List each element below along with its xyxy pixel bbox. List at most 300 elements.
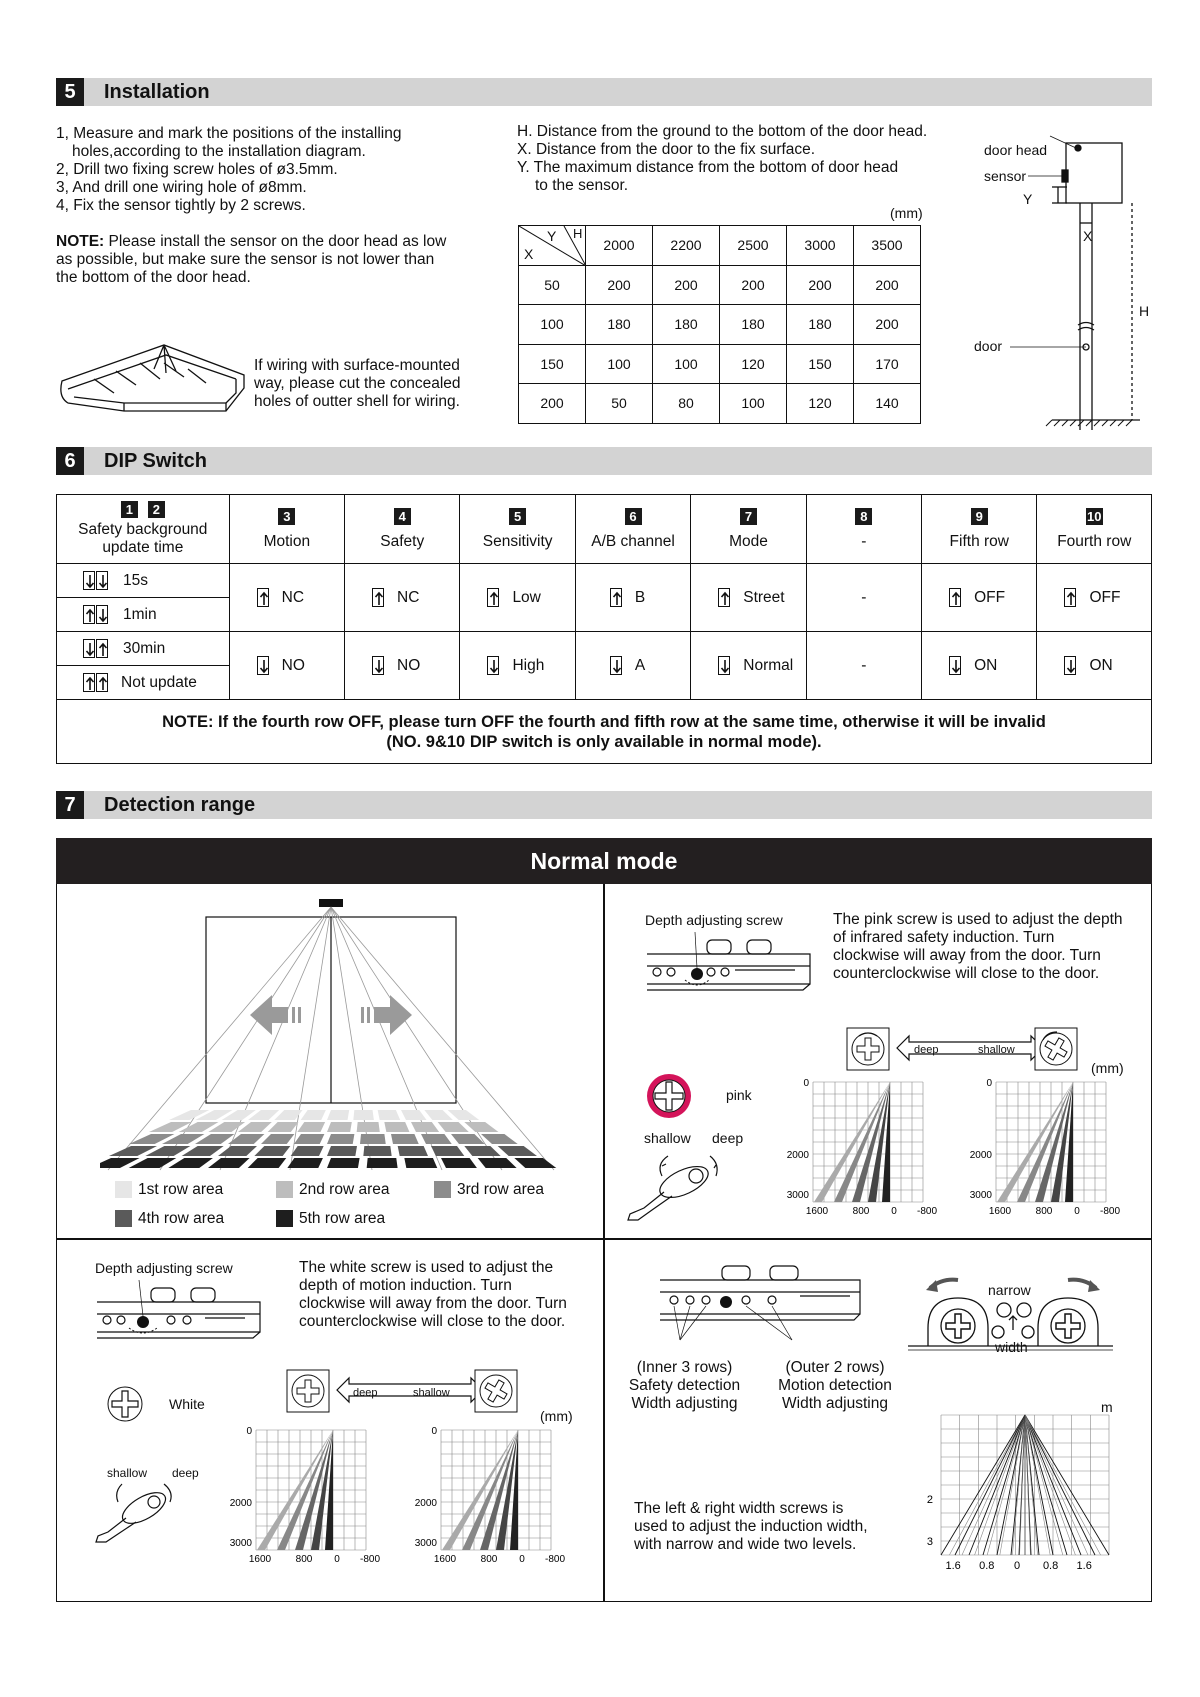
corner-x: X	[524, 246, 534, 262]
dip-cell-up	[1037, 564, 1152, 632]
dip-value: NO	[281, 656, 305, 674]
width-unit: m	[1101, 1399, 1113, 1415]
floor-row-segment	[218, 1146, 257, 1156]
dip-number-badge: 5	[509, 508, 526, 525]
switch-up-icon	[372, 588, 384, 607]
dip-cell-down	[691, 632, 806, 700]
table-cell: 200	[787, 265, 854, 305]
label-door: door	[974, 338, 1003, 354]
dip-col-title: A/B channel	[591, 532, 675, 550]
width-label: width	[995, 1339, 1028, 1355]
white-arrow-shallow: shallow	[413, 1387, 450, 1399]
safety-bg-option	[57, 666, 230, 700]
legend-swatch-3	[434, 1181, 451, 1198]
table-row	[519, 305, 921, 345]
pink-arrow-deep: deep	[914, 1044, 939, 1056]
x-tick-label: 1600	[248, 1554, 272, 1565]
pink-shallow-label: shallow	[644, 1130, 691, 1146]
pink-knob-turned-icon	[1033, 1026, 1081, 1074]
def-y: Y. The maximum distance from the bottom of door head	[517, 159, 899, 176]
floor-row-segment	[268, 1122, 299, 1132]
dip-value: ON	[974, 656, 998, 674]
legend-label-1: 1st row area	[138, 1181, 224, 1198]
dip-cell-up	[922, 564, 1037, 632]
dip-cell-up	[229, 564, 344, 632]
floor-row-segment	[378, 1110, 401, 1120]
distance-definitions	[517, 123, 927, 195]
table-cell: 100	[653, 344, 720, 384]
switch-pair-up-down-icon	[83, 605, 109, 624]
section-detection-header	[56, 791, 1152, 819]
x-tick-label: 1600	[433, 1554, 457, 1565]
y-tick-label: 0	[986, 1078, 992, 1089]
dip-number-badge: 1	[121, 501, 138, 518]
floor-row-segment	[481, 1134, 518, 1144]
x-tick-label: -800	[916, 1206, 938, 1217]
floor-row-segment	[182, 1146, 224, 1156]
installation-note	[56, 233, 446, 287]
switch-down-icon	[1064, 656, 1076, 675]
table-cell: 150	[787, 344, 854, 384]
floor-row-segment	[404, 1158, 437, 1168]
label-x: X	[1083, 228, 1093, 244]
x-tick-label: 1.6	[1076, 1560, 1092, 1572]
def-x: X. Distance from the door to the fix surface.	[517, 141, 816, 158]
y-tick-label: 2000	[969, 1150, 992, 1161]
width-desc-1: The left & right width screws is	[634, 1500, 844, 1517]
dip-col-title: Motion	[263, 532, 311, 550]
safety-bg-title-2: update time	[102, 539, 184, 556]
corner-h: H	[573, 226, 583, 241]
floor-row-segment	[297, 1122, 325, 1132]
dip-cell-down	[460, 632, 575, 700]
dip-value: Street	[743, 588, 785, 606]
floor-row-segment	[464, 1122, 498, 1132]
switch-up-icon	[1064, 588, 1076, 607]
dip-row	[57, 632, 1152, 666]
table-cell: 100	[720, 384, 787, 424]
white-knob-icon	[105, 1384, 145, 1424]
width-desc-3: with narrow and wide two levels.	[634, 1536, 857, 1553]
step-3: 3, And drill one wiring hole of ø8mm.	[56, 179, 307, 196]
dip-cell-up	[345, 564, 460, 632]
note-label: NOTE:	[56, 233, 105, 250]
pink-range-chart-1	[785, 1070, 945, 1220]
dip-header-row	[57, 495, 1152, 564]
floor-row-segment	[287, 1158, 323, 1168]
dip-number-badge: 2	[148, 501, 165, 518]
dip-header-mode	[691, 495, 806, 564]
white-screw-board-illustration	[95, 1280, 265, 1350]
dip-header-unused	[806, 495, 921, 564]
table-header-cell: 2200	[653, 226, 720, 266]
dip-cell-down	[922, 632, 1037, 700]
y-tick-label: 2000	[414, 1498, 437, 1509]
table-cell: 180	[720, 305, 787, 345]
table-cell: 200	[854, 305, 921, 345]
step-4: 4, Fix the sensor tightly by 2 screws.	[56, 197, 306, 214]
dip-header-safety	[345, 495, 460, 564]
dip-value: OFF	[974, 588, 1006, 606]
x-tick-label: 0.8	[979, 1560, 995, 1572]
note-text-3: the bottom of the door head.	[56, 269, 251, 286]
width-screw-board-illustration	[650, 1262, 870, 1342]
x-tick-label: 800	[1035, 1206, 1053, 1217]
safety-bg-option-label: 15s	[123, 571, 148, 589]
floor-row-segment	[261, 1134, 294, 1144]
floor-row-segment	[357, 1122, 380, 1132]
table-header-cell: 2500	[720, 226, 787, 266]
dip-value: Normal	[743, 656, 794, 674]
dip-note-line-1: NOTE: If the fourth row OFF, please turn OFF the fourth and fifth row at the same time, otherwise it will be invalid	[162, 712, 1046, 731]
label-door-head: door head	[984, 142, 1048, 158]
section-number: 6	[56, 447, 84, 475]
table-row	[519, 344, 921, 384]
safety-bg-option-label: 1min	[123, 605, 157, 623]
table-row	[519, 384, 921, 424]
pink-deep-label: deep	[712, 1130, 744, 1146]
table-cell: 50	[586, 384, 653, 424]
table-cell: 200	[586, 265, 653, 305]
dip-cell-down	[575, 632, 690, 700]
pink-screwdriver-icon	[626, 1146, 736, 1226]
legend-label-3: 3rd row area	[457, 1181, 545, 1198]
floor-row-segment	[498, 1146, 537, 1156]
floor-row-segment	[327, 1122, 352, 1132]
x-tick-label: 800	[852, 1206, 870, 1217]
floor-row-segment	[431, 1146, 464, 1156]
pink-knob-label: pink	[726, 1087, 752, 1103]
white-range-chart-1	[228, 1418, 388, 1578]
dip-switch-table	[56, 494, 1152, 764]
dip-value: B	[634, 588, 646, 606]
table-row	[519, 265, 921, 305]
mode-title: Normal mode	[56, 838, 1152, 884]
legend-label-4: 4th row area	[138, 1210, 225, 1227]
sensor-shell-illustration	[54, 333, 250, 425]
pink-desc-2: of infrared safety induction. Turn	[833, 929, 1055, 946]
floor-row-segment	[478, 1158, 517, 1168]
floor-row-segment	[448, 1110, 480, 1120]
pink-depth-adjust-indicator	[845, 1026, 1060, 1074]
y-tick-label: 3000	[229, 1538, 252, 1549]
legend-swatch-5	[276, 1210, 293, 1227]
dip-number-badge: 10	[1087, 508, 1102, 524]
pink-arrow-shallow: shallow	[978, 1044, 1015, 1056]
dip-header-fourth-row	[1037, 495, 1152, 564]
narrow-label: narrow	[988, 1282, 1031, 1298]
safety-bg-option-label: Not update	[121, 673, 197, 691]
section-title: Detection range	[104, 794, 256, 816]
dip-value: NC	[281, 588, 305, 606]
y-tick-label: 0	[431, 1426, 437, 1437]
dip-col-title: Fourth row	[1057, 532, 1132, 550]
dip-value: OFF	[1089, 588, 1121, 606]
switch-up-icon	[257, 588, 269, 607]
white-description	[299, 1259, 567, 1331]
wiring-line-2: way, please cut the concealed	[254, 375, 461, 392]
wiring-line-1: If wiring with surface-mounted	[254, 357, 460, 374]
dip-number-badge: 3	[278, 508, 295, 525]
dip-header-motion	[229, 495, 344, 564]
switch-up-icon	[949, 588, 961, 607]
y-tick-label: 3000	[786, 1190, 809, 1201]
floor-row-segment	[168, 1158, 213, 1168]
dip-number-badge: 9	[971, 508, 988, 525]
floor-row-segment	[384, 1122, 409, 1132]
dip-cell-down: -	[806, 632, 921, 700]
switch-down-icon	[718, 656, 730, 675]
floor-row-segment	[391, 1134, 419, 1144]
table-cell: 80	[653, 384, 720, 424]
x-tick-label: -800	[359, 1554, 381, 1565]
floor-row-segment	[301, 1110, 326, 1120]
floor-row-segment	[401, 1110, 427, 1120]
x-tick-label: 0	[891, 1206, 897, 1217]
floor-row-segment	[327, 1110, 349, 1120]
width-desc-2: used to adjust the induction width,	[634, 1518, 868, 1535]
floor-row-segment	[360, 1134, 386, 1144]
safety-bg-option-label: 30min	[123, 639, 166, 657]
dip-number-badge: 7	[740, 508, 757, 525]
note-text-2: as possible, but make sure the sensor is not lower than	[56, 251, 435, 268]
inner-caption-3: Width adjusting	[631, 1395, 738, 1412]
height-distance-table	[518, 225, 921, 424]
inner-rows-caption	[622, 1359, 747, 1413]
dip-cell-up: -	[806, 564, 921, 632]
x-tick-label: -800	[544, 1554, 566, 1565]
dip-col-title: -	[861, 532, 867, 550]
white-screw-label: Depth adjusting screw	[95, 1260, 233, 1276]
inner-caption-2: Safety detection	[628, 1377, 741, 1394]
def-y-cont: to the sensor.	[535, 177, 629, 194]
def-h: H. Distance from the ground to the bottom of the door head.	[517, 123, 928, 140]
floor-row-segment	[327, 1158, 360, 1168]
width-description	[634, 1500, 868, 1554]
floor-row-segment	[254, 1146, 290, 1156]
y-tick-label: 3	[926, 1536, 933, 1548]
pink-knob-icon	[645, 1072, 693, 1120]
table-cell: 50	[519, 265, 586, 305]
pink-desc-4: counterclockwise will close to the door.	[833, 965, 1100, 982]
x-tick-label: 1600	[988, 1206, 1012, 1217]
table-cell: 120	[787, 384, 854, 424]
step-1-cont: holes,according to the installation diagram.	[72, 143, 366, 160]
floor-row-segment	[353, 1110, 374, 1120]
switch-pair-down-up-icon	[83, 639, 109, 658]
floor-row-segment	[398, 1146, 428, 1156]
x-tick-label: 0	[519, 1554, 525, 1565]
x-tick-label: 0	[1074, 1206, 1080, 1217]
dip-cell-down	[345, 632, 460, 700]
floor-row-segment	[438, 1122, 469, 1132]
table-header-cell: 2000	[586, 226, 653, 266]
dip-cell-up	[460, 564, 575, 632]
x-tick-label: -800	[1099, 1206, 1121, 1217]
label-h: H	[1139, 303, 1150, 319]
safety-bg-option	[57, 598, 230, 632]
step-1: 1, Measure and mark the positions of the installing	[56, 125, 402, 142]
floor-row-segment	[424, 1110, 453, 1120]
floor-row-segment	[421, 1134, 452, 1144]
y-tick-label: 2000	[786, 1150, 809, 1161]
y-tick-label: 3000	[414, 1538, 437, 1549]
dip-col-title: Fifth row	[949, 532, 1009, 550]
floor-row-segment	[248, 1158, 287, 1168]
outer-caption-3: Width adjusting	[782, 1395, 888, 1412]
dip-cell-up	[575, 564, 690, 632]
table-cell: 180	[586, 305, 653, 345]
x-tick-label: 0.8	[1042, 1560, 1059, 1572]
white-depth-adjust-indicator	[285, 1368, 500, 1416]
section-title: DIP Switch	[104, 450, 207, 472]
outer-rows-caption	[770, 1359, 900, 1413]
dip-cell-up	[691, 564, 806, 632]
installation-steps	[56, 125, 402, 215]
table-cell: 150	[519, 344, 586, 384]
white-range-chart-2	[413, 1418, 573, 1578]
table-cell: 120	[720, 344, 787, 384]
switch-pair-up-up-icon	[83, 673, 109, 692]
table-cell: 200	[854, 265, 921, 305]
x-tick-label: 1600	[805, 1206, 829, 1217]
table-unit: (mm)	[890, 205, 923, 221]
dip-col-title: Safety	[380, 532, 425, 550]
section-installation-header	[56, 78, 1152, 106]
outer-caption-1: (Outer 2 rows)	[785, 1359, 885, 1376]
legend-swatch-1	[115, 1181, 132, 1198]
table-cell: 200	[720, 265, 787, 305]
white-desc-3: clockwise will away from the door. Turn	[299, 1295, 567, 1312]
floor-row-segment	[411, 1122, 439, 1132]
floor-row-segment	[363, 1146, 391, 1156]
safety-bg-option	[57, 564, 230, 598]
switch-up-icon	[487, 588, 499, 607]
section-title: Installation	[104, 81, 210, 103]
table-header-cell: 3500	[854, 226, 921, 266]
section-number: 5	[56, 78, 84, 106]
table-cell: 170	[854, 344, 921, 384]
dip-cell-down	[1037, 632, 1152, 700]
inner-caption-1: (Inner 3 rows)	[636, 1359, 733, 1376]
wiring-note	[254, 357, 461, 411]
x-tick-label: 1.6	[945, 1560, 961, 1572]
white-knob-label: White	[169, 1396, 205, 1412]
x-tick-label: 800	[295, 1554, 313, 1565]
width-range-chart	[895, 1405, 1125, 1580]
switch-down-icon	[610, 656, 622, 675]
white-deep-label: deep	[172, 1466, 199, 1480]
safety-bg-option	[57, 632, 230, 666]
pink-description	[833, 911, 1123, 983]
switch-up-icon	[610, 588, 622, 607]
dip-note	[57, 700, 1152, 764]
outer-caption-2: Motion detection	[778, 1377, 892, 1394]
white-desc-2: depth of motion induction. Turn	[299, 1277, 512, 1294]
table-cell: 180	[653, 305, 720, 345]
x-tick-label: 0	[334, 1554, 340, 1565]
dip-col-title: Mode	[729, 532, 768, 550]
legend-swatch-2	[276, 1181, 293, 1198]
switch-down-icon	[372, 656, 384, 675]
white-shallow-label: shallow	[107, 1466, 148, 1480]
floor-row-segment	[291, 1146, 324, 1156]
dip-note-line-2: (NO. 9&10 DIP switch is only available in normal mode).	[386, 732, 822, 751]
floor-row-segment	[327, 1146, 357, 1156]
dip-cell-down	[229, 632, 344, 700]
safety-bg-title-1: Safety background	[78, 521, 208, 538]
pink-unit: (mm)	[1091, 1060, 1124, 1076]
pink-screw-label: Depth adjusting screw	[645, 912, 783, 928]
panel-divider-vertical	[603, 884, 605, 1602]
y-tick-label: 0	[246, 1426, 252, 1437]
corner-y: Y	[547, 228, 557, 244]
pink-range-chart-2	[968, 1070, 1128, 1220]
dip-value: Low	[512, 588, 541, 606]
y-tick-label: 2000	[229, 1498, 252, 1509]
note-text-1: Please install the sensor on the door head as low	[104, 233, 447, 250]
table-cell: 200	[653, 265, 720, 305]
floor-row-segment	[514, 1158, 556, 1168]
pink-desc-3: clockwise will away from the door. Turn	[833, 947, 1101, 964]
dip-header-sensitivity	[460, 495, 575, 564]
dip-value: High	[512, 656, 545, 674]
dip-number-badge: 4	[394, 508, 411, 525]
floor-row-segment	[441, 1158, 477, 1168]
dip-value: NC	[397, 588, 420, 606]
dip-number-badge: 8	[855, 508, 872, 525]
white-desc-1: The white screw is used to adjust the	[299, 1259, 554, 1276]
white-arrow-deep: deep	[353, 1387, 378, 1399]
floor-row-segment	[327, 1134, 354, 1144]
table-cell: 100	[586, 344, 653, 384]
legend-label-2: 2nd row area	[299, 1181, 390, 1198]
dip-col-title: Sensitivity	[482, 532, 553, 550]
white-unit: (mm)	[540, 1408, 573, 1424]
y-tick-label: 3000	[969, 1190, 992, 1201]
white-screwdriver-icon	[92, 1478, 192, 1558]
x-tick-label: 0	[1013, 1560, 1021, 1572]
floor-row-segment	[464, 1146, 500, 1156]
table-header-cell: 3000	[787, 226, 854, 266]
pink-desc-1: The pink screw is used to adjust the depth	[833, 911, 1123, 928]
panel-divider-horizontal	[56, 1238, 1152, 1240]
table-corner-cell	[519, 226, 586, 266]
label-sensor: sensor	[984, 168, 1027, 184]
pink-screw-board-illustration	[645, 932, 815, 1002]
dip-number-badge: 6	[625, 508, 642, 525]
dip-header-fifth-row	[922, 495, 1037, 564]
floor-row-segment	[294, 1134, 324, 1144]
white-knob-turned-icon	[473, 1368, 521, 1416]
switch-pair-down-down-icon	[83, 571, 109, 590]
detection-area-illustration	[100, 895, 580, 1180]
switch-down-icon	[949, 656, 961, 675]
table-cell: 140	[854, 384, 921, 424]
legend-label-5: 5th row area	[299, 1210, 386, 1227]
dip-note-row	[57, 700, 1152, 764]
dip-value: A	[634, 656, 646, 674]
switch-down-icon	[487, 656, 499, 675]
white-desc-4: counterclockwise will close to the door.	[299, 1313, 566, 1330]
x-tick-label: 800	[480, 1554, 498, 1565]
wiring-line-3: holes of outter shell for wiring.	[254, 393, 460, 410]
dip-header-ab-channel	[575, 495, 690, 564]
legend-swatch-4	[115, 1210, 132, 1227]
floor-rows	[100, 1110, 556, 1168]
y-tick-label: 0	[803, 1078, 809, 1089]
switch-down-icon	[257, 656, 269, 675]
